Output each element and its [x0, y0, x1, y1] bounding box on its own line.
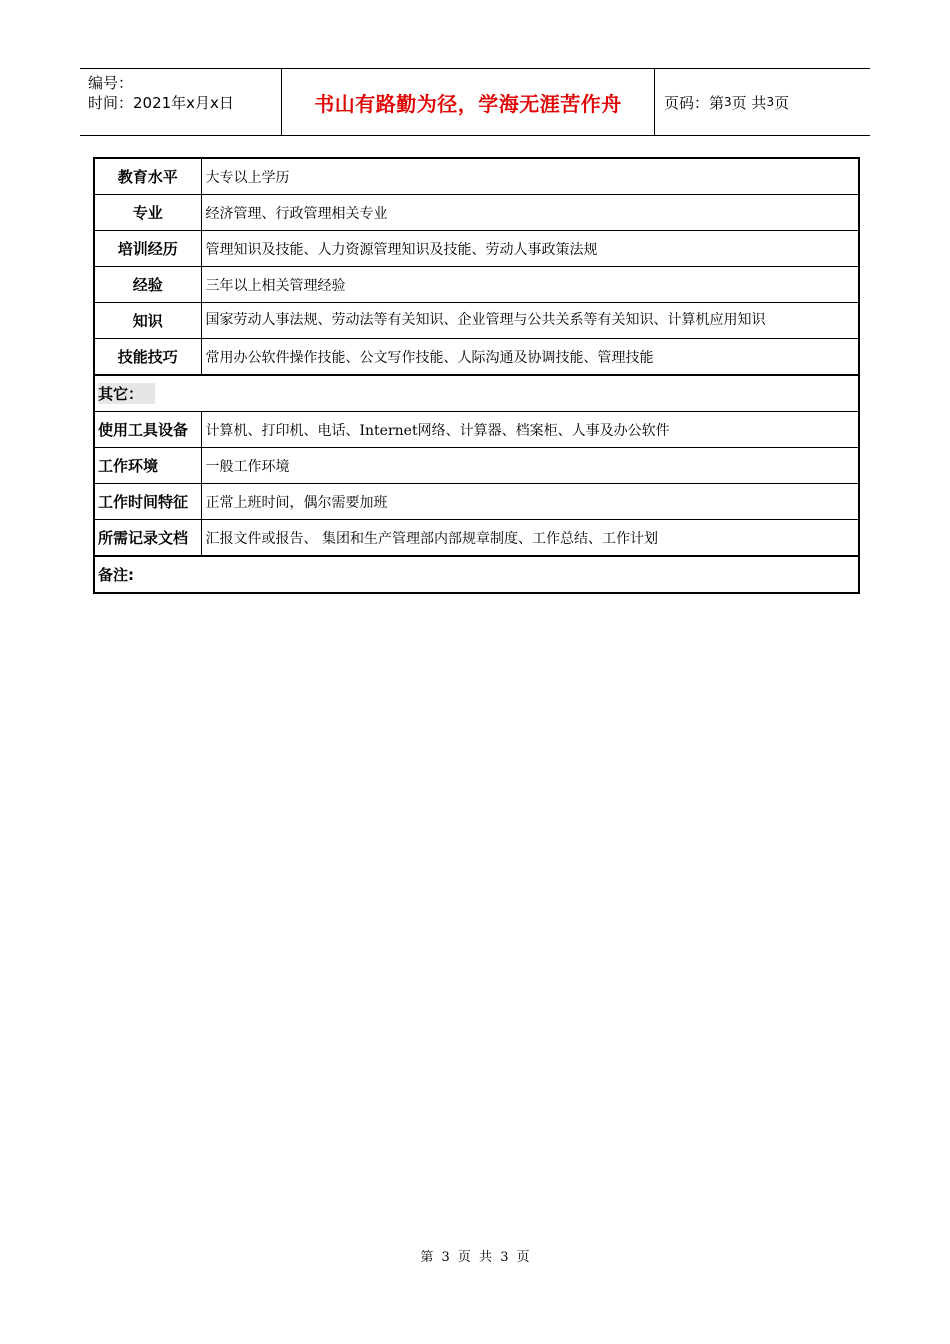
- page-header: [80, 68, 870, 136]
- table-row: [94, 195, 859, 231]
- time-label: 时间：2021年x月x日: [88, 94, 234, 112]
- row-value: 计算机、打印机、电话、Internet网络、计算器、档案柜、人事及办公软件: [201, 412, 859, 448]
- page-end: 页: [774, 93, 790, 112]
- row-label: 知识: [94, 303, 201, 339]
- row-label: 使用工具设备: [94, 412, 201, 448]
- serial-label: 编号：: [88, 74, 134, 92]
- header-meta: [88, 73, 283, 113]
- table-row: [94, 520, 859, 557]
- table-row-other: [94, 375, 859, 412]
- row-label: 经验: [94, 267, 201, 303]
- row-value: 国家劳动人事法规、劳动法等有关知识、企业管理与公共关系等有关知识、计算机应用知识: [201, 303, 859, 339]
- other-section-label: [94, 375, 859, 412]
- row-value: 正常上班时间，偶尔需要加班: [201, 484, 859, 520]
- row-label: 技能技巧: [94, 339, 201, 376]
- row-value: 大专以上学历: [201, 158, 859, 195]
- table-row: [94, 339, 859, 376]
- table-row: [94, 303, 859, 339]
- page-total: 3: [766, 95, 775, 109]
- page-label: 页码：第: [664, 93, 725, 112]
- header-page-number: [664, 69, 789, 135]
- row-label: 专业: [94, 195, 201, 231]
- row-value: 常用办公软件操作技能、公文写作技能、人际沟通及协调技能、管理技能: [201, 339, 859, 376]
- page-mid: 页 共: [731, 93, 767, 112]
- row-label: 教育水平: [94, 158, 201, 195]
- row-label: 所需记录文档: [94, 520, 201, 557]
- page-footer: 第 3 页 共 3 页: [420, 1250, 530, 1265]
- row-label: 工作环境: [94, 448, 201, 484]
- table-row: [94, 231, 859, 267]
- job-requirements-table: [93, 157, 860, 594]
- row-value: 经济管理、行政管理相关专业: [201, 195, 859, 231]
- page-current: 3: [724, 95, 732, 109]
- row-value: 三年以上相关管理经验: [201, 267, 859, 303]
- remarks-label: 备注:: [94, 556, 859, 593]
- table-row: [94, 448, 859, 484]
- header-motto: 书山有路勤为径，学海无涯苦作舟: [314, 91, 622, 116]
- other-label: 其它：: [98, 383, 155, 404]
- table-row: [94, 412, 859, 448]
- row-label: 工作时间特征: [94, 484, 201, 520]
- table-row: [94, 158, 859, 195]
- header-divider: [654, 69, 655, 135]
- table-row: [94, 484, 859, 520]
- row-value: 管理知识及技能、人力资源管理知识及技能、劳动人事政策法规: [201, 231, 859, 267]
- row-value: 一般工作环境: [201, 448, 859, 484]
- table-row-remarks: [94, 556, 859, 593]
- row-value: 汇报文件或报告、 集团和生产管理部内部规章制度、工作总结、工作计划: [201, 520, 859, 557]
- row-label: 培训经历: [94, 231, 201, 267]
- table-row: [94, 267, 859, 303]
